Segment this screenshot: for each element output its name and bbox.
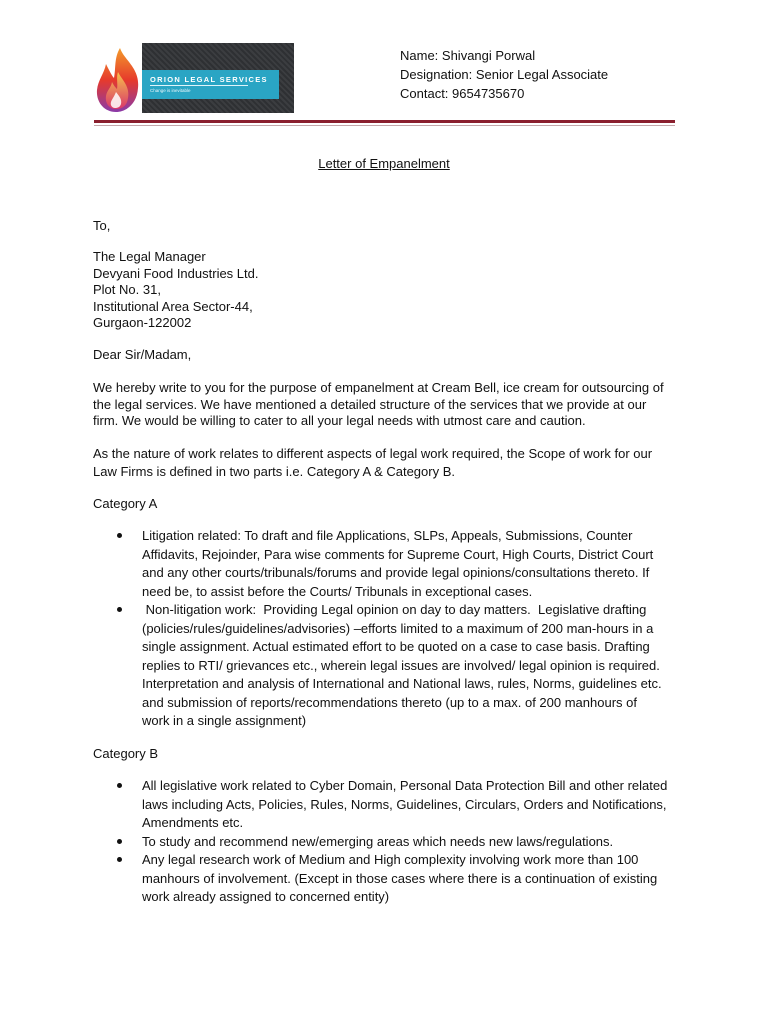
contact-name: Name: Shivangi Porwal bbox=[400, 48, 536, 63]
list-item-line: work in a single assignment) bbox=[142, 713, 307, 728]
address-line: Gurgaon-122002 bbox=[93, 315, 192, 330]
list-item-line: To study and recommend new/emerging areas which needs new laws/regulations. bbox=[142, 833, 614, 849]
logo-company-name: ORION LEGAL SERVICES bbox=[150, 75, 268, 84]
list-item bbox=[93, 833, 683, 852]
header-rule-thin bbox=[94, 125, 675, 126]
paragraph-line: firm. We would be willing to cater to all your legal needs with utmost care and caution. bbox=[93, 413, 586, 428]
address-line: Devyani Food Industries Ltd. bbox=[93, 265, 259, 281]
list-item-line: work already assigned to concerned entity) bbox=[142, 889, 390, 904]
paragraph-line: As the nature of work relates to different aspects of legal work required, the Scope of work for our bbox=[93, 446, 653, 461]
list-item-line: Any legal research work of Medium and High complexity involving work more than 100 bbox=[142, 852, 639, 867]
logo-tagline: Change is inevitable bbox=[150, 88, 191, 93]
contact-phone: Contact: 9654735670 bbox=[400, 86, 525, 101]
letter-title: Letter of Empanelment bbox=[318, 156, 450, 171]
list-item bbox=[93, 777, 683, 833]
logo-banner bbox=[142, 43, 294, 113]
list-item-line: Interpretation and analysis of International and National laws, rules, Norms, guidelines etc. bbox=[142, 676, 662, 691]
list-item-line: (policies/rules/guidelines/advisories) –efforts limited to a maximum of 200 man-hours in a bbox=[142, 620, 654, 636]
address-line: Plot No. 31, bbox=[93, 282, 161, 297]
category-b-list bbox=[93, 777, 683, 907]
paragraph-line: We hereby write to you for the purpose of empanelment at Cream Bell, ice cream for outsourcing of bbox=[93, 380, 664, 395]
list-item-line: need be, to assist before the Courts/ Tribunals in exceptional cases. bbox=[142, 583, 533, 599]
category-a-list bbox=[93, 527, 683, 731]
recipient-to: To, bbox=[93, 218, 111, 233]
list-item-line: Litigation related: To draft and file Applications, SLPs, Appeals, Submissions, Counter bbox=[142, 528, 633, 543]
list-item-line: Affidavits, Rejoinder, Para wise comments for Supreme Court, High Courts, District Court bbox=[142, 546, 654, 562]
paragraph-line: Law Firms is defined in two parts i.e. Category A & Category B. bbox=[93, 464, 455, 479]
contact-designation: Designation: Senior Legal Associate bbox=[400, 67, 609, 82]
list-item-line: and any other courts/tribunals/forums and provide legal opinions/consultations thereto. If bbox=[142, 565, 650, 580]
list-item-line: All legislative work related to Cyber Domain, Personal Data Protection Bill and other related bbox=[142, 778, 668, 793]
address-line: The Legal Manager bbox=[93, 249, 206, 264]
salutation: Dear Sir/Madam, bbox=[93, 347, 192, 362]
logo-band bbox=[142, 70, 279, 99]
list-item-line: Non-litigation work: Providing Legal opinion on day to day matters. Legislative drafting bbox=[142, 602, 647, 617]
list-item bbox=[93, 601, 683, 731]
category-a-heading: Category A bbox=[93, 496, 158, 511]
category-b-heading: Category B bbox=[93, 746, 159, 761]
contact-block bbox=[400, 46, 608, 103]
list-item bbox=[93, 851, 683, 907]
list-item-line: laws including Acts, Policies, Rules, Norms, Guidelines, Circulars, Orders and Notifications, bbox=[142, 796, 667, 812]
list-item-line: replies to RTI/ grievances etc., wherein legal issues are involved/ legal opinion is required. bbox=[142, 657, 660, 673]
list-item bbox=[93, 527, 683, 601]
scope-paragraph bbox=[93, 445, 678, 481]
paragraph-line: the legal services. We have mentioned a detailed structure of the services that we provide at our bbox=[93, 396, 647, 412]
intro-paragraph bbox=[93, 380, 678, 430]
list-item-line: manhours of involvement. (Except in those cases where there is a continuation of existing bbox=[142, 870, 658, 886]
header-rule bbox=[94, 120, 675, 123]
recipient-address bbox=[93, 249, 258, 332]
list-item-line: Amendments etc. bbox=[142, 815, 244, 830]
flame-logo-icon bbox=[94, 46, 144, 114]
list-item-line: single assignment. Actual estimated effort to be quoted on a case to case basis. Drafting bbox=[142, 639, 650, 654]
address-line: Institutional Area Sector-44, bbox=[93, 298, 253, 314]
logo-divider bbox=[150, 85, 248, 86]
list-item-line: and submission of reports/recommendations thereto (up to a max. of 200 manhours of bbox=[142, 694, 637, 710]
